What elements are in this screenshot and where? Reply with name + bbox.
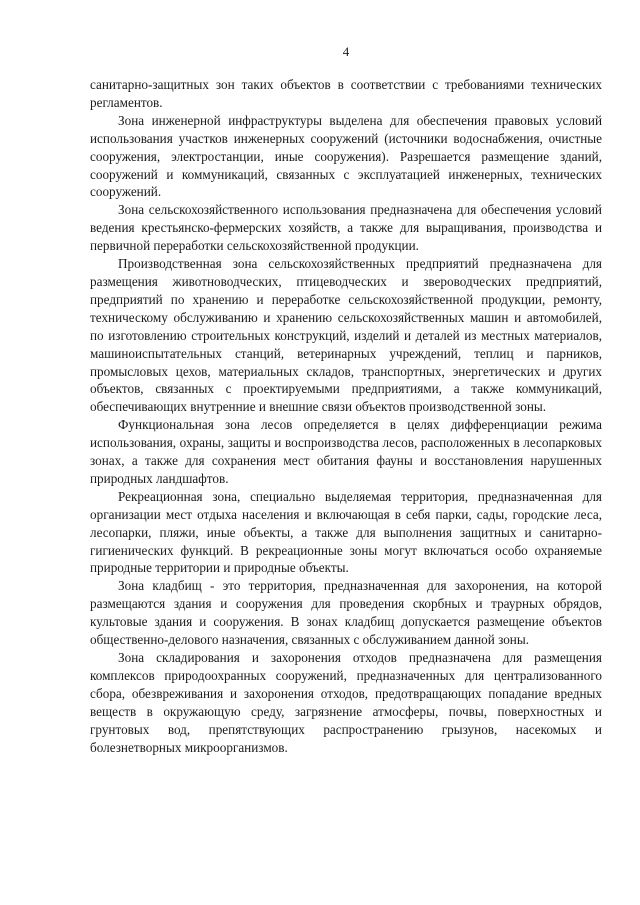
page-number: 4 — [342, 44, 350, 59]
paragraph-waste-zone: Зона складирования и захоронения отходов предназначена для размещения комплексов природоохранных сооружений, предназначенных для централизованного сбора, обезвреживания и захоронения отходов, предотвращающих попадание вредных веществ в окружающую среду, загрязнение атмосферы, почвы, поверхностных и грунтовых вод, препятствующих распространению грызунов, насекомых и болезнетворных микроорганизмов. — [90, 650, 602, 755]
paragraph-agro-industrial-zone: Производственная зона сельскохозяйственных предприятий предназначена для размещения животноводческих, птицеводческих и звероводческих предприятий, предприятий по хранению и переработке сельскохозяйственной продукции, ремонту, техническому обслуживанию и хранению сельскохозяйственных машин и автомобилей, по изготовлению строительных конструкций, изделий и деталей из местных материалов, машиноиспытательных станций, ветеринарных учреждений, теплиц и парников, промысловых цехов, материальных складов, транспортных, энергетических и других объектов, связанных с проектируемыми предприятиями, а также коммуникаций, обеспечивающих внутренние и внешние связи объектов производственной зоны. — [90, 256, 602, 415]
document-body — [90, 76, 602, 756]
paragraph-engineering-zone: Зона инженерной инфраструктуры выделена для обеспечения правовых условий использования участков инженерных сооружений (источники водоснабжения, очистные сооружения, электростанции, иные сооружения). Разрешается размещение зданий, сооружений и коммуникаций, связанных с эксплуатацией инженерных, технических сооружений. — [90, 112, 602, 200]
paragraph-recreation-zone: Рекреационная зона, специально выделяемая территория, предназначенная для организации мест отдыха населения и включающая в себя парки, сады, городские леса, лесопарки, пляжи, иные объекты, а также для выполнения защитных и санитарно-гигиенических функций. В рекреационные зоны могут включаться особо охраняемые природные территории и природные объекты. — [90, 488, 602, 576]
paragraph-continuation: санитарно-защитных зон таких объектов в соответствии с требованиями технических регламентов. — [90, 77, 602, 110]
paragraph-cemetery-zone: Зона кладбищ - это территория, предназначенная для захоронения, на которой размещаются здания и сооружения для проведения скорбных и траурных обрядов, культовые здания и сооружения. В зонах кладбищ допускается размещение объектов общественно-делового назначения, связанных с обслуживанием данной зоны. — [90, 578, 602, 648]
paragraph-forest-zone: Функциональная зона лесов определяется в целях дифференциации режима использования, охраны, защиты и воспроизводства лесов, расположенных в лесопарковых зонах, а также для сохранения мест обитания фауны и восстановления нарушенных природных ландшафтов. — [90, 417, 602, 486]
paragraph-agricultural-zone: Зона сельскохозяйственного использования предназначена для обеспечения условий ведения крестьянско-фермерских хозяйств, а также для выращивания, производства и первичной переработки сельскохозяйственной продукции. — [90, 202, 602, 254]
